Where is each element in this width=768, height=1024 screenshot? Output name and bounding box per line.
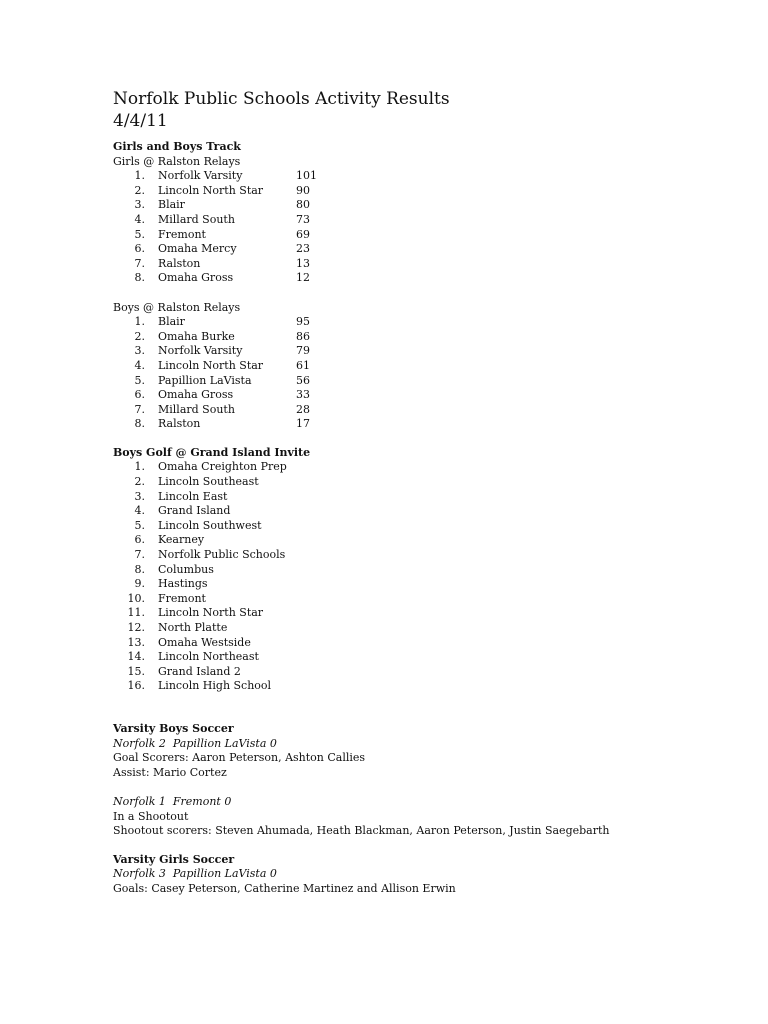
result-team: Grand Island 2 — [158, 664, 241, 678]
result-place: 6. — [134, 242, 145, 256]
result-team: Norfolk Varsity — [158, 169, 243, 183]
result-place: 5. — [134, 227, 145, 241]
result-team: Fremont — [158, 227, 206, 241]
result-row — [113, 650, 733, 665]
result-row — [113, 242, 733, 257]
result-place: 1. — [134, 460, 145, 474]
result-team: North Platte — [158, 621, 228, 634]
result-place: 10. — [127, 591, 145, 605]
result-team: Omaha Gross — [158, 388, 234, 402]
girls-soccer-score: Norfolk 3 Papillion LaVista 0 — [113, 867, 277, 881]
result-team: Omaha Burke — [158, 329, 235, 343]
result-row — [113, 592, 733, 607]
result-team: Papillion LaVista — [158, 373, 252, 387]
result-place: 1. — [134, 169, 145, 183]
result-team: Lincoln Southeast — [158, 475, 259, 489]
track-section — [113, 140, 733, 432]
result-place: 3. — [134, 344, 145, 358]
result-team: Lincoln North Star — [158, 606, 264, 620]
spacer — [113, 780, 733, 795]
page-title: Norfolk Public Schools Activity Results — [113, 89, 450, 109]
result-row — [113, 679, 733, 694]
result-score: 61 — [296, 358, 310, 372]
result-row — [113, 490, 733, 505]
result-row — [113, 198, 733, 213]
result-team: Lincoln North Star — [158, 183, 264, 197]
result-place: 6. — [134, 388, 145, 402]
result-score: 80 — [296, 198, 310, 212]
golf-heading: Boys Golf @ Grand Island Invite — [113, 445, 311, 459]
result-score: 17 — [296, 417, 310, 431]
result-row — [113, 228, 733, 243]
result-row — [113, 533, 733, 548]
result-team: Lincoln North Star — [158, 358, 264, 372]
result-row — [113, 330, 733, 345]
result-score: 69 — [296, 227, 310, 241]
result-team: Omaha Westside — [158, 635, 251, 649]
boys-soccer-game2-score: Norfolk 1 Fremont 0 — [113, 794, 232, 808]
result-team: Millard South — [158, 402, 235, 416]
result-row — [113, 606, 733, 621]
result-row — [113, 577, 733, 592]
result-place: 2. — [134, 329, 145, 343]
result-team: Omaha Mercy — [158, 242, 237, 256]
track-heading: Girls and Boys Track — [113, 140, 241, 153]
result-team: Norfolk Public Schools — [158, 548, 286, 562]
page-date: 4/4/11 — [113, 111, 168, 131]
spacer — [113, 286, 733, 301]
boys-soccer-game2-note: In a Shootout — [113, 809, 189, 823]
result-score: 95 — [296, 315, 310, 329]
result-score: 56 — [296, 373, 310, 387]
result-row — [113, 169, 733, 184]
result-place: 2. — [134, 475, 145, 489]
result-place: 11. — [127, 606, 145, 620]
result-row — [113, 271, 733, 286]
girls-soccer-section — [113, 853, 733, 897]
result-place: 12. — [127, 621, 145, 634]
girls-track-subtitle: Girls @ Ralston Relays — [113, 154, 241, 168]
document-page — [113, 88, 733, 897]
result-place: 5. — [134, 373, 145, 387]
golf-results — [113, 460, 733, 694]
result-place: 4. — [134, 504, 145, 518]
result-place: 2. — [134, 183, 145, 197]
boys-soccer-game1-scorers: Goal Scorers: Aaron Peterson, Ashton Callies — [113, 751, 366, 765]
boys-track-subtitle: Boys @ Ralston Relays — [113, 300, 241, 314]
result-place: 5. — [134, 518, 145, 532]
result-place: 8. — [134, 271, 145, 285]
result-team: Fremont — [158, 591, 206, 605]
result-place: 7. — [134, 402, 145, 416]
result-team: Millard South — [158, 212, 235, 226]
result-row — [113, 417, 733, 432]
result-row — [113, 636, 733, 651]
result-score: 86 — [296, 329, 310, 343]
result-place: 7. — [134, 256, 145, 270]
result-team: Omaha Creighton Prep — [158, 460, 287, 474]
result-row — [113, 519, 733, 534]
result-score: 90 — [296, 183, 310, 197]
result-row — [113, 315, 733, 330]
result-place: 7. — [134, 548, 145, 562]
result-row — [113, 213, 733, 228]
result-row — [113, 475, 733, 490]
result-place: 4. — [134, 358, 145, 372]
boys-soccer-heading: Varsity Boys Soccer — [113, 721, 234, 735]
result-row — [113, 665, 733, 680]
boys-soccer-game2-scorers: Shootout scorers: Steven Ahumada, Heath Blackman, Aaron Peterson, Justin Saegebarth — [113, 824, 610, 838]
result-place: 4. — [134, 212, 145, 226]
boys-soccer-game1-score: Norfolk 2 Papillion LaVista 0 — [113, 736, 277, 750]
result-team: Hastings — [158, 577, 208, 591]
result-score: 28 — [296, 402, 310, 416]
result-row — [113, 504, 733, 519]
result-place: 6. — [134, 533, 145, 547]
result-score: 23 — [296, 242, 310, 256]
result-team: Lincoln High School — [158, 679, 272, 693]
result-place: 15. — [127, 664, 145, 678]
boys-soccer-game1-assist: Assist: Mario Cortez — [113, 765, 227, 779]
boys-soccer-section — [113, 722, 733, 839]
result-place: 16. — [127, 679, 145, 693]
result-place: 8. — [134, 417, 145, 431]
result-row — [113, 359, 733, 374]
result-place: 8. — [134, 562, 145, 576]
result-row — [113, 184, 733, 199]
girls-track-results — [113, 169, 733, 286]
result-score: 101 — [296, 169, 317, 183]
result-place: 3. — [134, 198, 145, 212]
result-team: Lincoln Southwest — [158, 518, 262, 532]
result-row — [113, 403, 733, 418]
result-team: Ralston — [158, 417, 201, 431]
girls-soccer-goals: Goals: Casey Peterson, Catherine Martinez and Allison Erwin — [113, 881, 456, 895]
result-score: 13 — [296, 256, 310, 270]
result-row — [113, 388, 733, 403]
result-row — [113, 344, 733, 359]
result-score: 73 — [296, 212, 310, 226]
result-team: Blair — [158, 198, 185, 212]
result-team: Lincoln Northeast — [158, 650, 259, 664]
result-row — [113, 548, 733, 563]
result-team: Ralston — [158, 256, 201, 270]
result-team: Grand Island — [158, 504, 231, 518]
result-row — [113, 374, 733, 389]
result-team: Lincoln East — [158, 489, 228, 503]
result-row — [113, 621, 733, 636]
girls-soccer-heading: Varsity Girls Soccer — [113, 852, 235, 866]
result-team: Norfolk Varsity — [158, 344, 243, 358]
result-team: Omaha Gross — [158, 271, 234, 285]
result-place: 3. — [134, 489, 145, 503]
result-team: Blair — [158, 315, 185, 329]
result-team: Kearney — [158, 533, 205, 547]
result-place: 9. — [134, 577, 145, 591]
result-row — [113, 563, 733, 578]
boys-track-results — [113, 315, 733, 432]
result-place: 13. — [127, 635, 145, 649]
result-score: 79 — [296, 344, 310, 358]
result-place: 1. — [134, 315, 145, 329]
result-team: Columbus — [158, 562, 214, 576]
result-score: 12 — [296, 271, 310, 285]
result-row — [113, 257, 733, 272]
result-row — [113, 460, 733, 475]
result-place: 14. — [127, 650, 145, 664]
result-score: 33 — [296, 388, 310, 402]
golf-section — [113, 446, 733, 694]
